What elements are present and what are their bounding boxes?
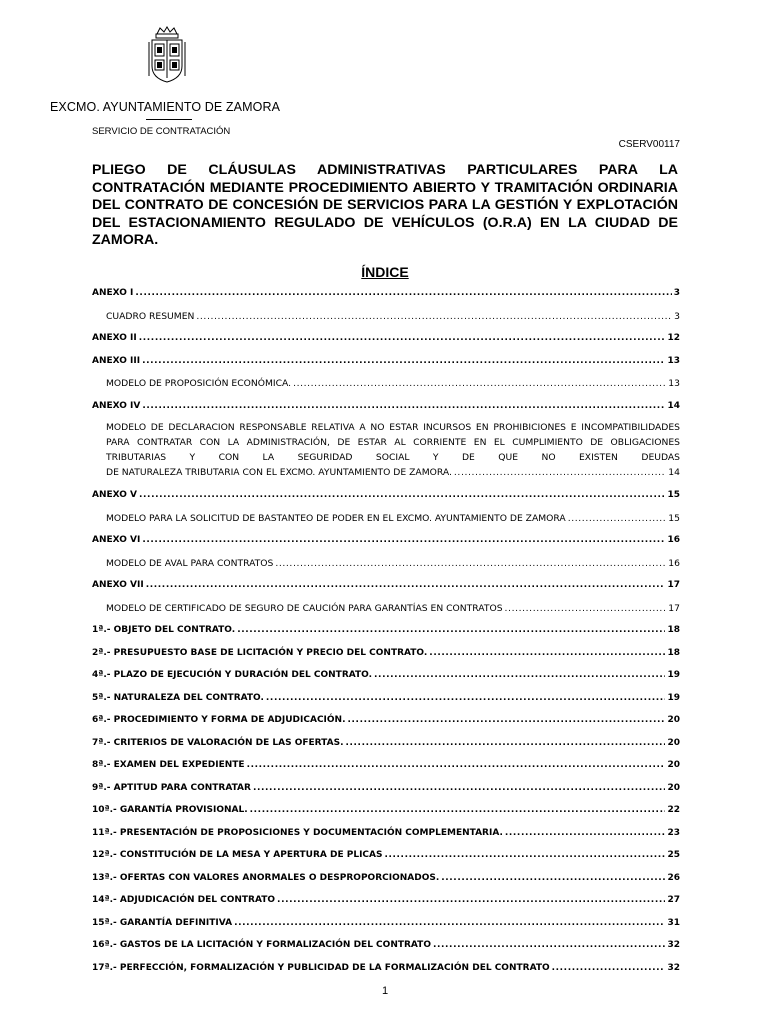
toc-entry[interactable] [106,311,680,322]
leader-dots [374,670,665,680]
toc-entry-page: 20 [667,760,680,770]
divider [146,119,192,120]
toc-entry-page: 15 [668,512,680,524]
toc-entry-label: 6ª.- PROCEDIMIENTO Y FORMA DE ADJUDICACIÓN. [92,715,346,725]
leader-dots [505,603,667,614]
leader-dots [346,738,666,748]
toc-entry-page: 25 [667,850,680,860]
toc-entry[interactable] [92,918,680,928]
leader-dots [139,490,665,500]
toc-entry-page: 17 [667,580,680,590]
toc-entry-page: 12 [667,333,680,343]
leader-dots [384,850,665,860]
toc-entry-label: 10ª.- GARANTÍA PROVISIONAL. [92,805,248,815]
toc-entry[interactable] [92,625,680,635]
leader-dots [348,715,666,725]
toc-entry-page: 23 [667,827,680,838]
toc-entry-page: 20 [667,715,680,725]
toc-entry-page: 19 [667,692,680,703]
toc-entry-label: 7ª.- CRITERIOS DE VALORACIÓN DE LAS OFERTAS. [92,737,344,748]
toc-entry[interactable] [92,580,680,590]
toc-entry[interactable] [92,963,680,973]
toc-entry[interactable] [92,895,680,905]
toc-entry-label-last-line: DE NATURALEZA TRIBUTARIA CON EL EXCMO. AYUNTAMIENTO DE ZAMORA. [106,467,452,478]
leader-dots [266,693,666,703]
toc-entry[interactable] [92,288,680,298]
service-name: SERVICIO DE CONTRATACIÓN [92,126,231,137]
toc-entry[interactable] [92,940,680,950]
toc-entry-label: 14ª.- ADJUDICACIÓN DEL CONTRATO [92,895,276,905]
leader-dots [250,805,666,815]
organization-name: EXCMO. AYUNTAMIENTO DE ZAMORA [50,100,281,114]
toc-entry-page: 32 [667,962,680,973]
toc-entry-label: 11ª.- PRESENTACIÓN DE PROPOSICIONES Y DOCUMENTACIÓN COMPLEMENTARIA. [92,827,503,838]
leader-dots [142,535,665,545]
document-title: PLIEGO DE CLÁUSULAS ADMINISTRATIVAS PARTICULARES PARA LA CONTRATACIÓN MEDIANTE PROCEDIMIENTO ABIERTO Y TRAMITACIÓN ORDINARIA DEL CONTRATO DE CONCESIÓN DE SERVICIOS PARA LA GESTIÓN Y EXPLOTACIÓN DEL ESTACIONAMIENTO REGULADO DE VEHÍCULOS (O.R.A) EN LA CIUDAD DE ZAMORA. [92,162,678,248]
toc-entry-label: MODELO PARA LA SOLICITUD DE BASTANTEO DE PODER EN EL EXCMO. AYUNTAMIENTO DE ZAMORA [106,512,566,524]
toc-entry[interactable] [106,513,680,524]
toc-entry-label: 16ª.- GASTOS DE LA LICITACIÓN Y FORMALIZACIÓN DEL CONTRATO [92,940,431,950]
toc-entry-page: 20 [667,782,680,793]
toc-entry-page: 20 [667,737,680,748]
toc-entry-label: ANEXO VI [92,535,141,545]
toc-entry-label: MODELO DE AVAL PARA CONTRATOS [106,557,274,569]
toc-entry[interactable] [92,850,680,860]
leader-dots [234,918,665,928]
toc-entry-page: 32 [667,940,680,950]
toc-entry-page: 22 [667,805,680,815]
toc-entry[interactable] [106,420,680,480]
leader-dots [146,580,666,590]
leader-dots [135,288,671,298]
leader-dots [196,311,672,322]
toc-entry-label: MODELO DE PROPOSICIÓN ECONÓMICA. [106,378,292,389]
toc-entry-page: 18 [667,625,680,635]
toc-entry-page: 14 [668,467,680,478]
toc-entry-page: 31 [667,917,680,928]
toc-entry[interactable] [92,535,680,545]
toc-entry-label: CUADRO RESUMEN [106,310,195,322]
toc-entry-label: 13ª.- OFERTAS CON VALORES ANORMALES O DESPROPORCIONADOS. [92,872,440,883]
page-number: 1 [381,985,389,997]
toc-entry-label: ANEXO VII [92,580,144,590]
toc-entry-label: ANEXO IV [92,400,141,411]
index-heading: ÍNDICE [361,264,409,280]
toc-entry[interactable] [92,490,680,500]
toc-entry[interactable] [106,558,680,569]
toc-entry-page: 14 [667,400,680,411]
toc-entry[interactable] [92,670,680,680]
toc-entry-page: 3 [674,310,680,322]
toc-entry[interactable] [92,715,680,725]
leader-dots [253,783,666,793]
toc-entry[interactable] [92,873,680,883]
toc-entry-page: 16 [667,535,680,545]
toc-entry-label: ANEXO I [92,288,134,298]
toc-entry[interactable] [92,401,680,411]
leader-dots [568,513,667,524]
toc-entry-page: 13 [668,378,680,389]
toc-entry-label: 15ª.- GARANTÍA DEFINITIVA [92,917,233,928]
leader-dots [247,760,666,770]
leader-dots [237,625,665,635]
toc-entry-label: 5ª.- NATURALEZA DEL CONTRATO. [92,692,264,703]
leader-dots [139,333,666,343]
toc-entry-page: 3 [673,288,680,298]
toc-entry[interactable] [106,603,680,614]
toc-entry-page: 19 [667,670,680,680]
toc-entry[interactable] [92,805,680,815]
leader-dots [277,895,665,905]
toc-entry-label: 4ª.- PLAZO DE EJECUCIÓN Y DURACIÓN DEL CONTRATO. [92,670,373,680]
leader-dots [429,648,665,658]
document-code: CSERV00117 [618,139,680,150]
toc-entry[interactable] [92,828,680,838]
toc-entry-label: ANEXO III [92,355,141,366]
leader-dots [505,828,666,838]
toc-entry-label: 9ª.- APTITUD PARA CONTRATAR [92,782,251,793]
toc-entry-page: 13 [667,355,680,366]
toc-entry[interactable] [92,333,680,343]
toc-entry-label: ANEXO V [92,490,138,500]
toc-entry[interactable] [92,693,680,703]
toc-entry-page: 18 [667,647,680,658]
leader-dots [293,378,666,389]
leader-dots [552,963,666,973]
toc-entry-page: 15 [667,490,680,500]
toc-entry-label: MODELO DE DECLARACION RESPONSABLE RELATIVA A NO ESTAR INCURSOS EN PROHIBICIONES E INCOMPATIBILIDADES PARA CONTRATAR CON LA ADMINISTRACIÓN, DE ESTAR AL CORRIENTE EN EL CUMPLIMIENTO DE OBLIGACIONES TRIBUTARIAS Y CON LA SEGURIDAD SOCIAL Y DE QUE NO EXISTEN DEUDAS [106,422,680,463]
toc-entry-label: 1ª.- OBJETO DEL CONTRATO. [92,625,236,635]
leader-dots [433,940,665,950]
toc-entry[interactable] [92,356,680,366]
toc-entry-page: 16 [668,557,680,569]
toc-entry-label: 17ª.- PERFECCIÓN, FORMALIZACIÓN Y PUBLICIDAD DE LA FORMALIZACIÓN DEL CONTRATO [92,962,550,973]
leader-dots [142,356,665,366]
toc-entry-label: 12ª.- CONSTITUCIÓN DE LA MESA Y APERTURA DE PLICAS [92,850,383,860]
toc-entry-page: 26 [667,872,680,883]
toc-entry[interactable] [106,378,680,389]
toc-entry-label: 8ª.- EXAMEN DEL EXPEDIENTE [92,760,245,770]
toc-entry-label: MODELO DE CERTIFICADO DE SEGURO DE CAUCIÓN PARA GARANTÍAS EN CONTRATOS [106,602,503,614]
toc-entry-page: 27 [667,895,680,905]
toc-entry[interactable] [92,738,680,748]
leader-dots [275,558,666,569]
coat-of-arms-icon [146,26,188,84]
toc-entry[interactable] [92,648,680,658]
toc-entry-label: ANEXO II [92,333,137,343]
toc-entry-label: 2ª.- PRESUPUESTO BASE DE LICITACIÓN Y PRECIO DEL CONTRATO. [92,647,428,658]
leader-dots [441,873,665,883]
toc-entry[interactable] [92,760,680,770]
toc-entry-page: 17 [668,602,680,614]
toc-entry[interactable] [92,783,680,793]
leader-dots [454,465,666,480]
leader-dots [142,401,665,411]
